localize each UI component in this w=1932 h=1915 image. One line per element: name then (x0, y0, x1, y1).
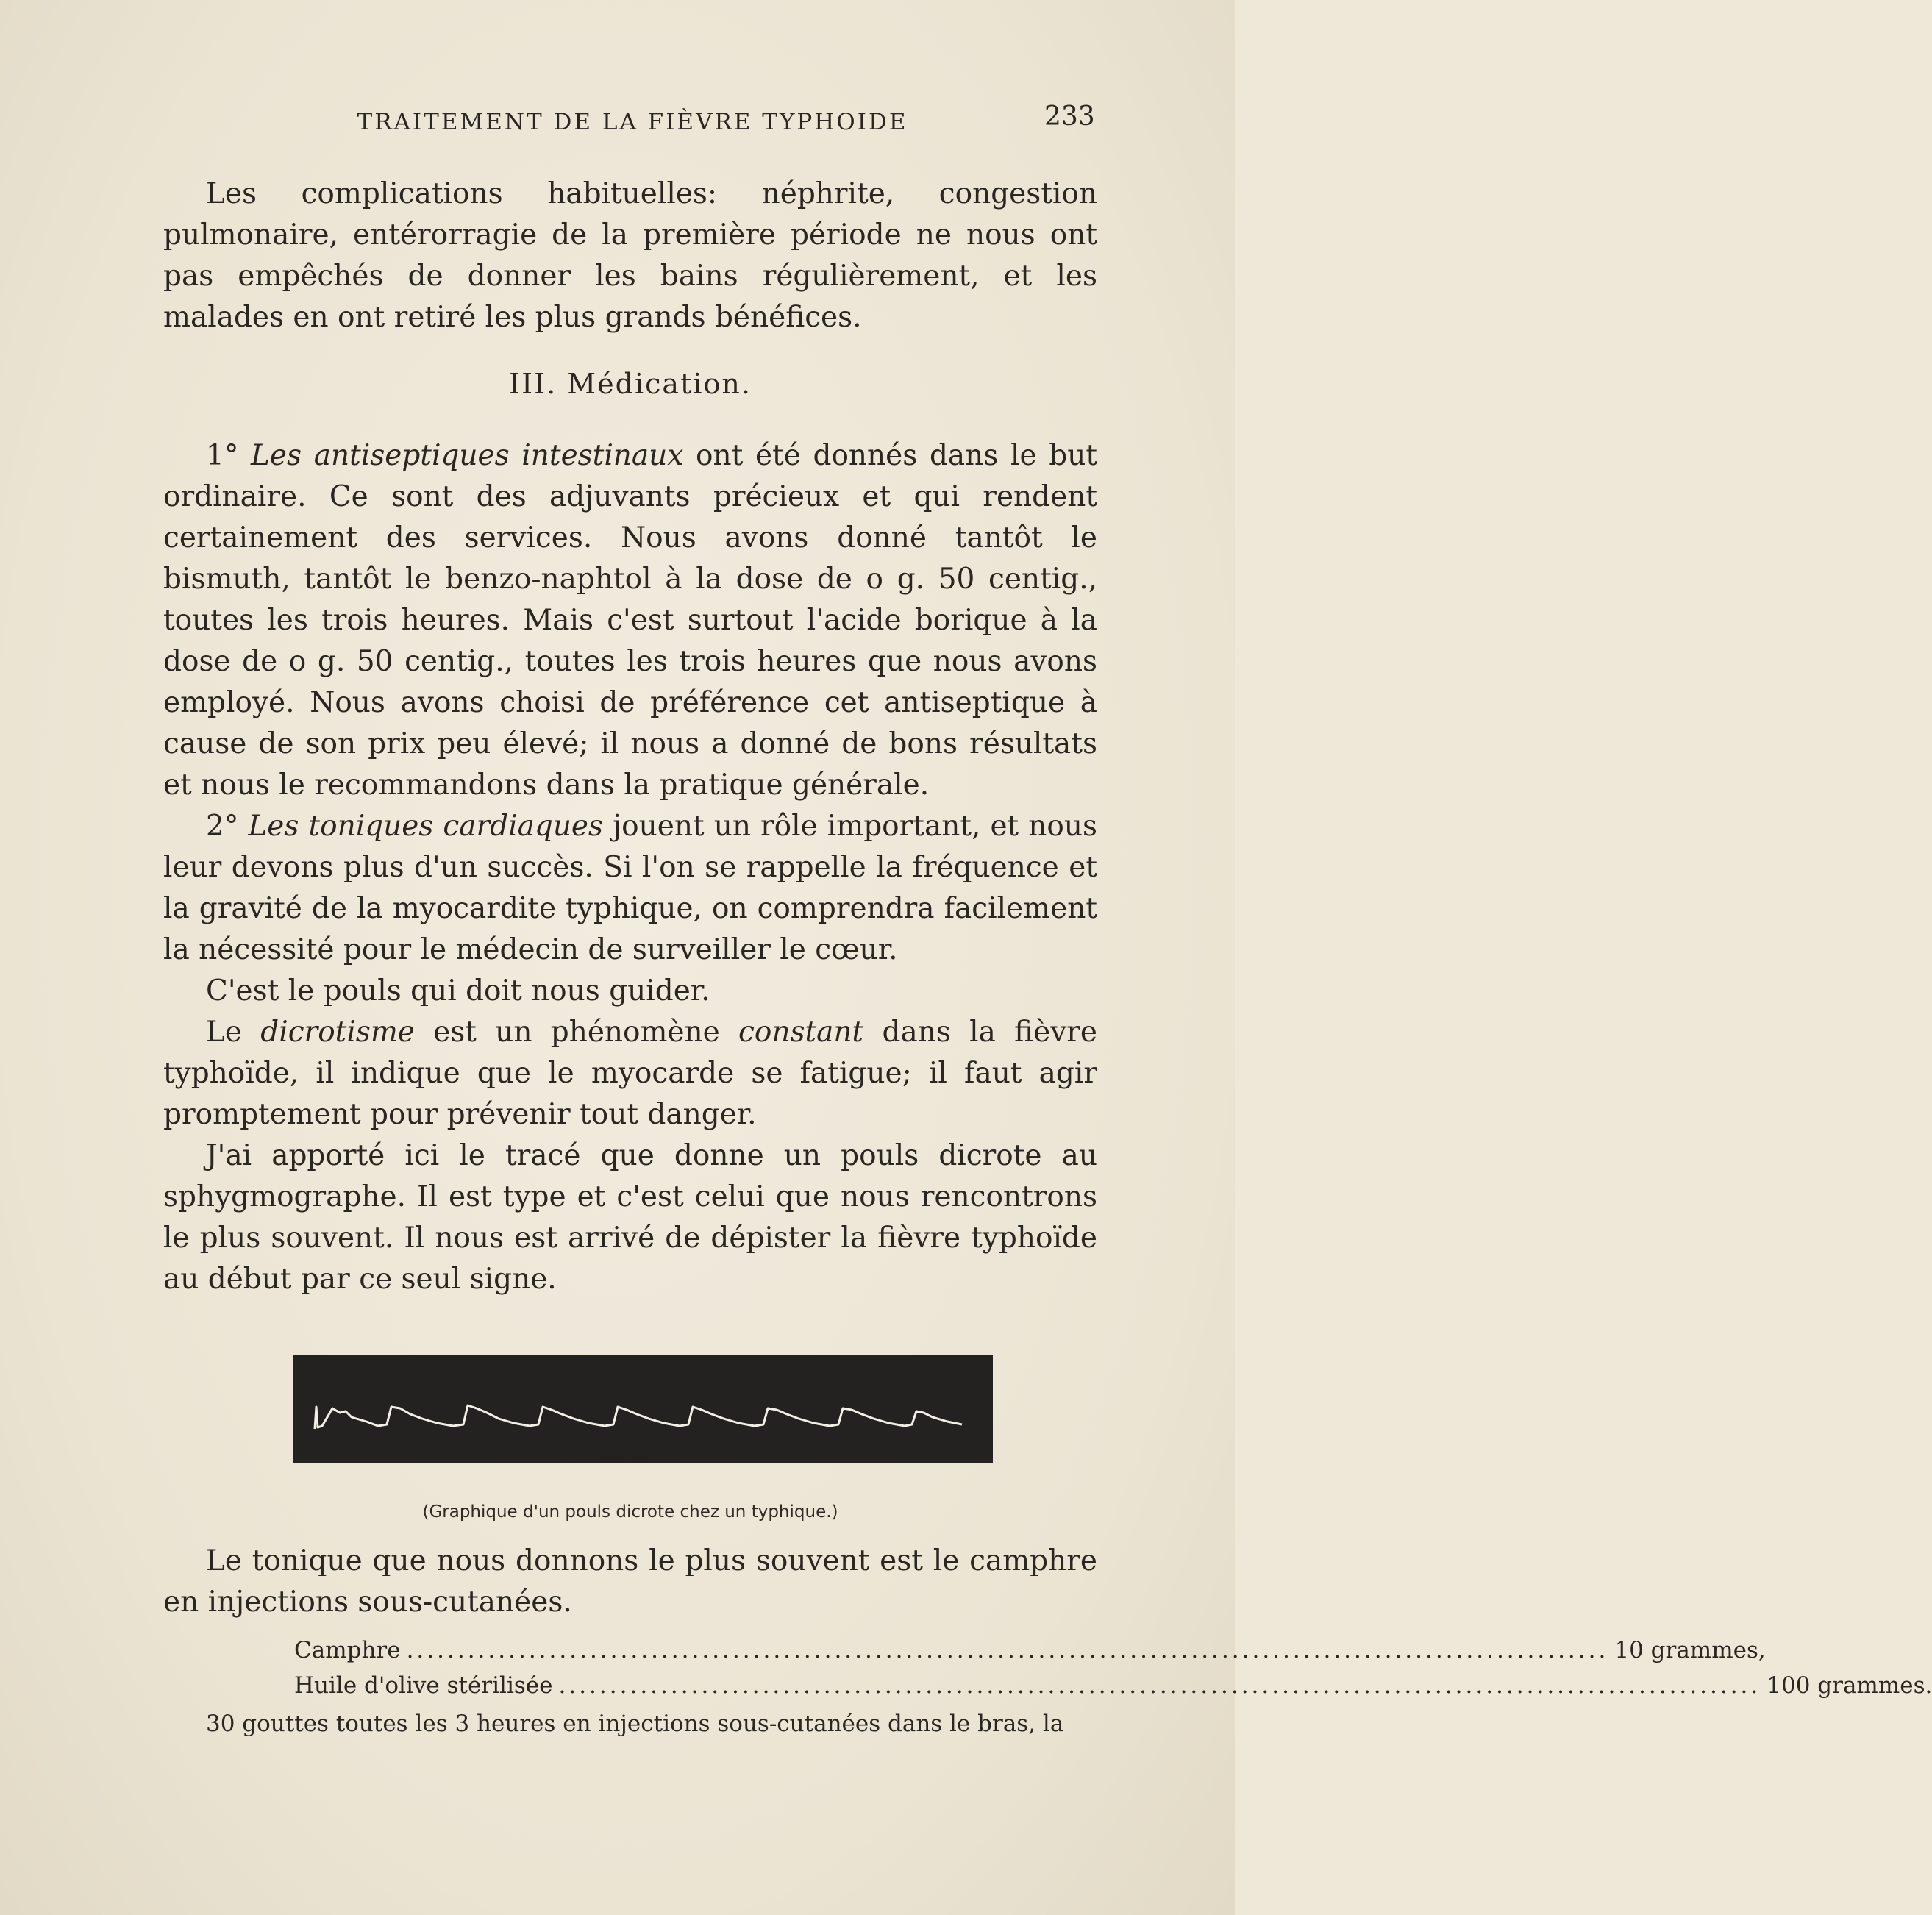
running-head: TRAITEMENT DE LA FIÈVRE TYPHOIDE (357, 109, 908, 135)
item-term: Les antiseptiques intestinaux (251, 439, 684, 472)
formula-list (294, 1633, 1932, 1703)
dosage-line: 30 gouttes toutes les 3 heures en injections sous-cutanées dans le bras, la (206, 1711, 1064, 1737)
item-number: 1° (206, 439, 239, 472)
item-antiseptiques (163, 435, 1097, 806)
leader-dots: ...................................................................................................................... (558, 1672, 1761, 1699)
figure-caption: (Graphique d'un pouls dicrote chez un typhique.) (422, 1502, 838, 1522)
ingredient-name: Camphre (294, 1637, 401, 1663)
term-constant: constant (738, 1016, 864, 1049)
paragraph-complications (163, 174, 1097, 338)
paragraph-text: Le tonique que nous donnons le plus souvent est le camphre en injections sous-cutanées. (163, 1544, 1097, 1619)
item-toniques (163, 806, 1097, 971)
ingredient-quantity: 10 grammes, (1614, 1637, 1766, 1663)
item-term: Les toniques cardiaques (248, 810, 604, 843)
paragraph-trace: J'ai apporté ici le tracé que donne un pouls dicrote au sphygmographe. Il est type et c'est celui que nous rencontrons le plus souvent. Il nous est arrivé de dépister la fièvre typhoïde au début par ce seul signe. (163, 1139, 1097, 1296)
item-number: 2° (206, 810, 239, 843)
section-heading: III. Médication. (509, 368, 752, 400)
medication-body (163, 435, 1097, 1300)
pulse-tracing (293, 1355, 993, 1463)
sphygmograph-figure (293, 1355, 993, 1463)
paragraph-text: Les complications habituelles: néphrite, congestion pulmonaire, entérorragie de la première période ne nous ont pas empêchés de donner les bains régulièrement, et les malades en ont retiré les plus grands bénéfices. (163, 177, 1097, 334)
paragraph-tonique (163, 1541, 1097, 1623)
ingredient-name: Huile d'olive stérilisée (294, 1672, 553, 1699)
paragraph-pouls: C'est le pouls qui doit nous guider. (206, 974, 710, 1008)
paragraph-dicrotisme: Le dicrotisme est un phénomène constant dans la fièvre typhoïde, il indique que le myocarde se fatigue; il faut agir promptement pour prévenir tout danger. (163, 1016, 1097, 1131)
leader-dots: ...................................................................................................................... (406, 1637, 1609, 1663)
item-text: jouent un rôle important, et nous leur devons plus d'un succès. Si l'on se rappelle la fréquence et la gravité de la myocardite typhique, on comprendra facilement la nécessité pour le médecin de surveiller le cœur. (163, 810, 1097, 966)
ingredient-quantity: 100 grammes. (1767, 1672, 1932, 1699)
formula-row (294, 1633, 1766, 1668)
formula-row (294, 1668, 1932, 1703)
page-number: 233 (1044, 101, 1095, 132)
term-dicrotisme: dicrotisme (260, 1016, 415, 1049)
item-text: ont été donnés dans le but ordinaire. Ce sont des adjuvants précieux et qui rendent certainement des services. Nous avons donné tantôt le bismuth, tantôt le benzo-naphtol à la dose de o g. 50 centig., toutes les trois heures. Mais c'est surtout l'acide borique à la dose de o g. 50 centig., toutes les trois heures que nous avons employé. Nous avons choisi de préférence cet antiseptique à cause de son prix peu élevé; il nous a donné de bons résultats et nous le recommandons dans la pratique générale. (163, 439, 1097, 802)
